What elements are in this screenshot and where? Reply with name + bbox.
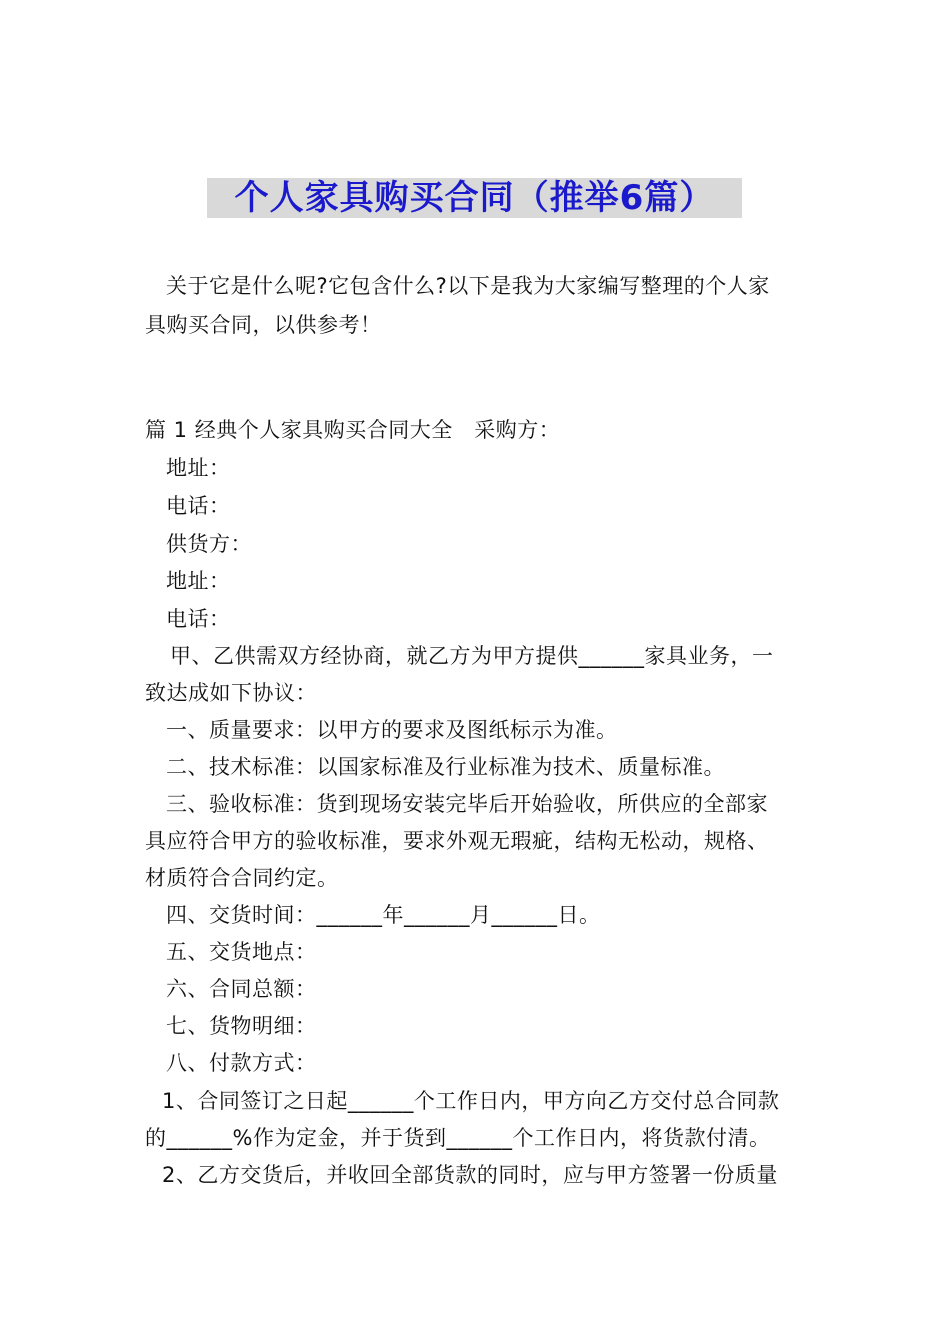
clause-technical: 二、技术标准：以国家标准及行业标准为技术、质量标准。 [166, 755, 725, 779]
agreement-line-1: 甲、乙供需双方经协商，就乙方为甲方提供______家具业务，一 [170, 644, 774, 668]
buyer-phone-label: 电话： [166, 494, 231, 518]
intro-line-2: 具购买合同，以供参考！ [145, 313, 382, 337]
clause-acceptance-line-1: 三、验收标准：货到现场安装完毕后开始验收，所供应的全部家 [166, 792, 768, 816]
payment-item-1-line-1: 1、合同签订之日起______个工作日内，甲方向乙方交付总合同款 [162, 1089, 780, 1113]
section-heading-1: 篇 1 经典个人家具购买合同大全 采购方： [145, 418, 561, 442]
clause-acceptance-line-2: 具应符合甲方的验收标准，要求外观无瑕疵，结构无松动，规格、 [145, 829, 769, 853]
document-title: 个人家具购买合同（推举6篇） [234, 178, 715, 218]
supplier-address-label: 地址： [166, 569, 231, 593]
clause-quality: 一、质量要求：以甲方的要求及图纸标示为准。 [166, 718, 618, 742]
supplier-label: 供货方： [166, 532, 252, 556]
title-highlight [207, 178, 742, 218]
clause-total-amount: 六、合同总额： [166, 977, 317, 1001]
clause-acceptance-line-3: 材质符合合同约定。 [145, 866, 339, 890]
clause-delivery-time: 四、交货时间：______年______月______日。 [166, 903, 601, 927]
clause-goods-detail: 七、货物明细： [166, 1014, 317, 1038]
clause-delivery-place: 五、交货地点： [166, 940, 317, 964]
buyer-address-label: 地址： [166, 456, 231, 480]
intro-line-1: 关于它是什么呢?它包含什么?以下是我为大家编写整理的个人家 [166, 274, 770, 298]
clause-payment: 八、付款方式： [166, 1051, 317, 1075]
payment-item-2-line-1: 2、乙方交货后，并收回全部货款的同时，应与甲方签署一份质量 [162, 1163, 778, 1187]
supplier-phone-label: 电话： [166, 607, 231, 631]
agreement-line-2: 致达成如下协议： [145, 681, 317, 705]
payment-item-1-line-2: 的______%作为定金，并于货到______个工作日内，将货款付清。 [145, 1126, 771, 1150]
